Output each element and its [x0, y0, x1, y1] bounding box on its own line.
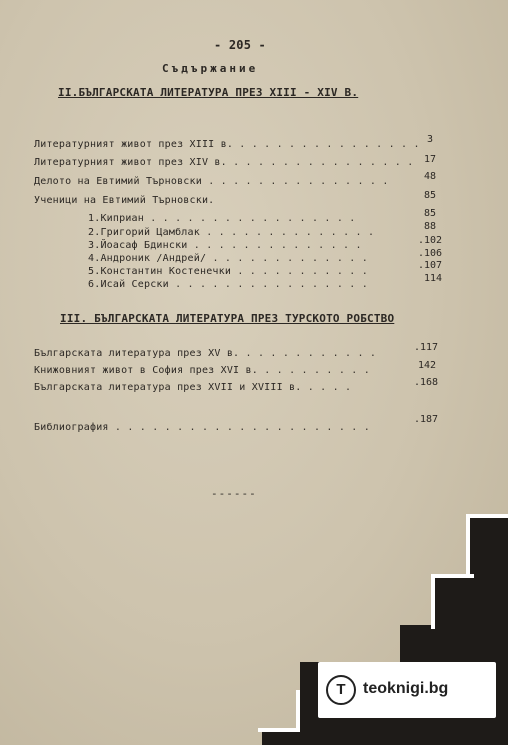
toc-leader-dots: . . . . . . . . . . . . . . . [239, 139, 420, 150]
toc-entry [34, 139, 420, 150]
toc-entry-label: Литературният живот през XIV в. [34, 157, 227, 168]
toc-entry-page: 48 [424, 171, 437, 182]
toc-leader-dots: . . . . . . . . . . . . . . . [233, 157, 414, 168]
toc-entry [34, 157, 413, 168]
toc-subentry [88, 279, 368, 290]
toc-entry-label: Ученици на Евтимий Търновски. [34, 195, 215, 206]
toc-entry [34, 382, 351, 393]
stair-edge [258, 728, 300, 732]
book-icon: T [326, 675, 356, 705]
toc-subentry-page: .106 [418, 248, 443, 259]
toc-entry-page: .168 [414, 377, 439, 388]
toc-entry-page: 142 [418, 360, 437, 371]
toc-subentry-page: 88 [424, 221, 437, 232]
site-logo [318, 662, 496, 718]
toc-entry-label: Литературният живот през XIII в. [34, 139, 234, 150]
toc-entry-label: Делото на Евтимий Търновски [34, 176, 202, 187]
toc-entry-page: .187 [414, 414, 439, 425]
toc-leader-dots: . . . . . . . . . . . [245, 348, 377, 359]
logo-text: teoknigi.bg [363, 680, 449, 697]
toc-subentry-label: 6.Исай Серски [88, 279, 169, 290]
stair-edge [431, 574, 435, 629]
toc-subentry-page: .102 [418, 235, 443, 246]
toc-leader-dots: . . . . . . . . . . . [237, 266, 368, 277]
toc-entry [34, 176, 389, 187]
stair-edge [466, 514, 470, 578]
toc-leader-dots: . . . . . . . . . . . . . . [206, 227, 375, 238]
toc-leader-dots: . . . . . . . . . . . . . . . . . . . . . [114, 422, 370, 433]
toc-entry-label: Книжовният живот в София през XVI в. [34, 365, 258, 376]
toc-subentry [88, 213, 356, 224]
toc-subentry [88, 253, 368, 264]
toc-leader-dots: . . . . . . . . . . . . . [212, 253, 368, 264]
separator: ------ [211, 487, 257, 500]
toc-leader-dots: . . . . [307, 382, 352, 393]
toc-entry [34, 365, 370, 376]
section-3-heading: III. БЪЛГАРСКАТА ЛИТЕРАТУРА ПРЕЗ ТУРСКОТО РОБСТВО [60, 312, 395, 325]
toc-subentry-page: 114 [424, 273, 443, 284]
toc-leader-dots: . . . . . . . . . . . . . . . . . [150, 213, 356, 224]
toc-subentry-page: 85 [424, 208, 437, 219]
toc-subentry [88, 266, 368, 277]
toc-entry-page: 17 [424, 154, 437, 165]
toc-subentry-label: 4.Андроник /Андрей/ [88, 253, 207, 264]
toc-subentry [88, 227, 374, 238]
toc-leader-dots: . . . . . . . . . . . . . . . [208, 176, 389, 187]
page-number: - 205 - [214, 38, 266, 52]
toc-subentry-label: 1.Киприан [88, 213, 144, 224]
toc-entry-label: Българската литература през XV в. [34, 348, 240, 359]
toc-leader-dots: . . . . . . . . . . . . . . . . [175, 279, 368, 290]
toc-entry-page: 85 [424, 190, 437, 201]
toc-entry-label: Библиография [34, 422, 109, 433]
toc-leader-dots: . . . . . . . . . [264, 365, 370, 376]
page-title: Съдържание [162, 62, 259, 75]
toc-entry-label: Българската литература през XVII и XVIII в. [34, 382, 302, 393]
toc-subentry-label: 3.Йоасаф Бдински [88, 240, 188, 251]
toc-subentry-page: .107 [418, 260, 443, 271]
toc-leader-dots: . . . . . . . . . . . . . . [193, 240, 362, 251]
toc-subentry-label: 5.Константин Костенечки [88, 266, 232, 277]
toc-subentry-label: 2.Григорий Цамблак [88, 227, 200, 238]
toc-entry [34, 348, 376, 359]
stair-edge [470, 514, 508, 518]
toc-entry-page: 3 [427, 134, 434, 145]
section-2-heading: II.БЪЛГАРСКАТА ЛИТЕРАТУРА ПРЕЗ XIII - XIV В. [58, 86, 359, 99]
stair-edge [296, 690, 300, 732]
toc-entry-page: .117 [414, 342, 439, 353]
toc-entry [34, 422, 370, 433]
toc-subentry [88, 240, 362, 251]
toc-entry [34, 195, 214, 206]
